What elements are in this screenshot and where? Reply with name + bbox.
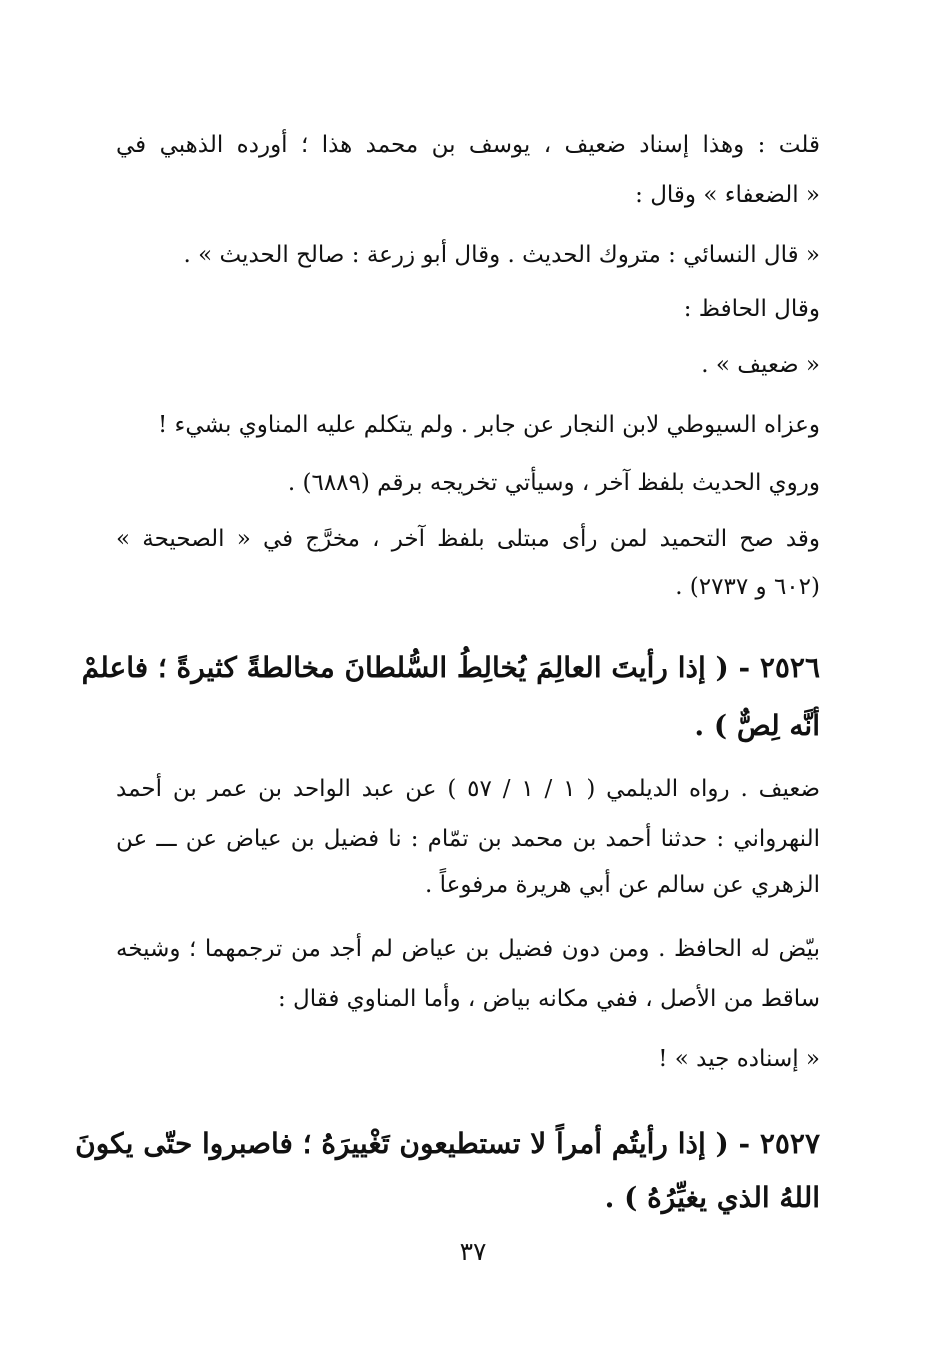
quote-line: « قال النسائي : متروك الحديث . وقال أبو زرعة : صالح الحديث » . [183, 242, 820, 268]
paragraph-line: ضعيف . رواه الديلمي ( ١ / ١ / ٥٧ ) عن عبد الواحد بن عمر بن أحمد [116, 776, 821, 802]
hadith-heading: ٢٥٢٧ - ( إذا رأيتُم أمراً لا تستطيعون تَغْييرَهُ ؛ فاصبروا حتّى يكونَ [75, 1127, 820, 1160]
paragraph-line: وعزاه السيوطي لابن النجار عن جابر . ولم يتكلم عليه المناوي بشيء ! [158, 412, 820, 438]
paragraph-line: « الضعفاء » وقال : [635, 182, 820, 208]
paragraph-line: وقد صح التحميد لمن رأى مبتلى بلفظ آخر ، مخرَّج في « الصحيحة » [116, 526, 820, 552]
hadith-heading: ٢٥٢٦ - ( إذا رأيتَ العالِمَ يُخالِطُ السُّلطانَ مخالطةً كثيرةً ؛ فاعلمْ [81, 651, 820, 684]
quote-line: « ضعيف » . [701, 352, 820, 378]
quote-line: « إسناده جيد » ! [658, 1046, 820, 1072]
page-number: ٣٧ [459, 1237, 487, 1266]
paragraph-line: وقال الحافظ : [683, 296, 820, 322]
paragraph-line: بيّض له الحافظ . ومن دون فضيل بن عياض لم أجد من ترجمهما ؛ وشيخه [116, 936, 820, 962]
paragraph-line: ساقط من الأصل ، ففي مكانه بياض ، وأما المناوي فقال : [277, 986, 820, 1012]
hadith-heading: اللهُ الذي يغيِّرُهُ ) . [604, 1181, 820, 1214]
paragraph-line: قلت : وهذا إسناد ضعيف ، يوسف بن محمد هذا ؛ أورده الذهبي في [116, 132, 820, 158]
paragraph-line: الزهري عن سالم عن أبي هريرة مرفوعاً . [425, 872, 820, 898]
paragraph-line: وروي الحديث بلفظ آخر ، وسيأتي تخريجه برقم (٦٨٨٩) . [287, 470, 820, 496]
paragraph-line: النهرواني : حدثنا أحمد بن محمد بن تمّام : نا فضيل بن عياض عن ـــ عن [116, 826, 820, 852]
hadith-heading: أنَّه لِصٌّ ) . [694, 709, 820, 742]
paragraph-line: (٦٠٢ و ٢٧٣٧) . [675, 574, 820, 600]
